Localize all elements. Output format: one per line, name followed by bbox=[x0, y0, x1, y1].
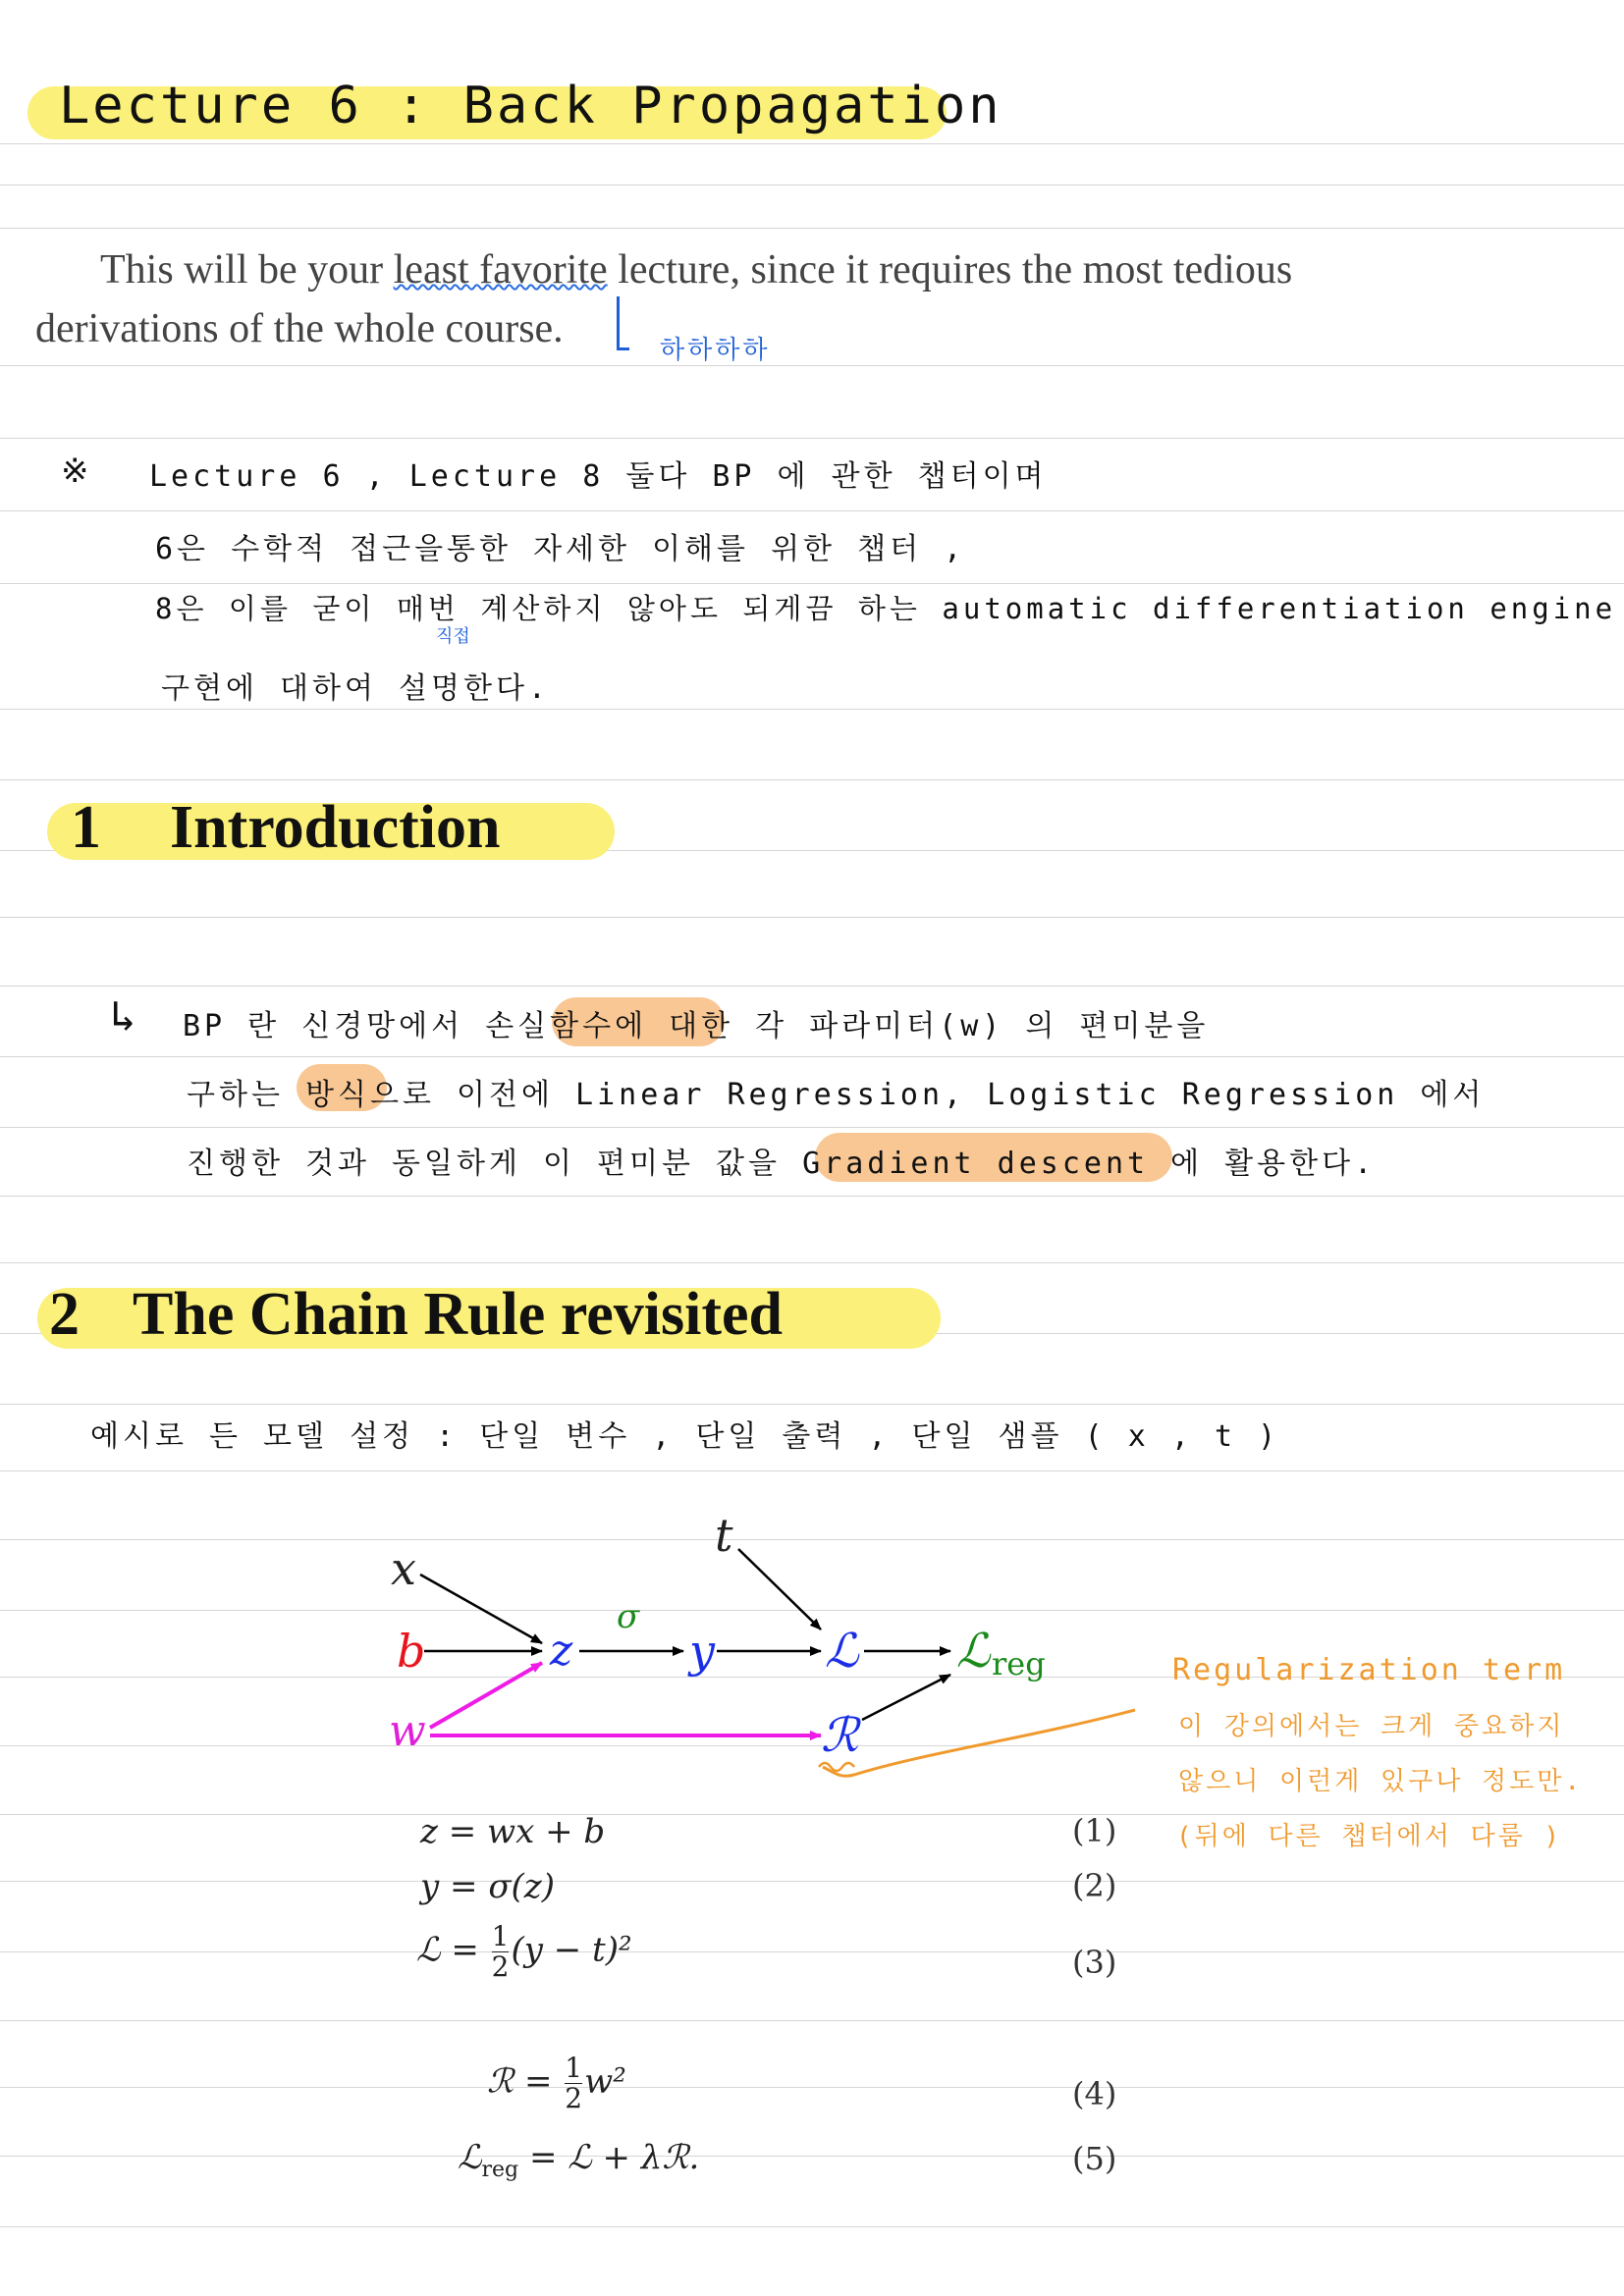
node-L: ℒ bbox=[825, 1624, 859, 1679]
eq2-rhs: = σ(z) bbox=[450, 1867, 555, 1906]
edge-x-z bbox=[420, 1575, 542, 1643]
reg-note-line-1: Regularization term bbox=[1172, 1653, 1566, 1687]
eq5-lhs: ℒ bbox=[458, 2138, 482, 2177]
node-R: ℛ bbox=[821, 1708, 859, 1763]
eq5-number: (5) bbox=[1072, 2140, 1117, 2177]
eq3-rhs: (y − t)² bbox=[511, 1930, 632, 1970]
note-line-4: 구현에 대하여 설명한다. bbox=[161, 671, 550, 706]
edge-w-z bbox=[430, 1663, 542, 1728]
equation-5 bbox=[458, 2138, 699, 2182]
intro-line-2a: 구하는 bbox=[187, 1078, 306, 1112]
node-Lreg-sub: reg bbox=[992, 1645, 1046, 1682]
reg-note-line-2: 이 강의에서는 크게 중요하지 bbox=[1178, 1712, 1565, 1741]
edge-t-L bbox=[738, 1549, 821, 1629]
eq3-fraction bbox=[492, 1922, 510, 1982]
page-title: Lecture 6 : Back Propagation bbox=[59, 77, 1002, 135]
eq4-fraction bbox=[565, 2054, 582, 2113]
edge-R-Lreg bbox=[862, 1675, 950, 1720]
equation-2 bbox=[420, 1867, 555, 1906]
intro-line-2b: 으로 이전에 Linear Regression, Logistic Regression 에서 bbox=[369, 1078, 1486, 1112]
eq3-frac-den: 2 bbox=[491, 1950, 510, 1983]
equation-4 bbox=[487, 2054, 626, 2113]
eq1-lhs: z bbox=[420, 1812, 438, 1851]
eq4-frac-num: 1 bbox=[565, 2052, 583, 2084]
eq1-rhs: = wx + b bbox=[448, 1812, 606, 1851]
intro-term-method: 방식 bbox=[305, 1078, 370, 1112]
section2-number: 2 bbox=[49, 1281, 80, 1348]
intro-line-3a: 진행한 것과 동일하게 이 편미분 값을 bbox=[187, 1147, 803, 1181]
equation-1 bbox=[420, 1812, 605, 1851]
eq2-lhs: y bbox=[420, 1867, 440, 1906]
intro-arrow: ↳ bbox=[110, 991, 140, 1041]
quote-annotation: 하하하하 bbox=[660, 336, 771, 365]
eq3-eq: = bbox=[451, 1930, 479, 1970]
node-t: t bbox=[715, 1509, 733, 1562]
eq2-number: (2) bbox=[1072, 1867, 1117, 1904]
quote-text-before: This will be your bbox=[100, 247, 394, 293]
reg-note-line-3: 않으니 이런게 있구나 정도만. bbox=[1178, 1767, 1584, 1796]
intro-line-3b: 에 활용한다. bbox=[1149, 1147, 1377, 1181]
node-Lreg: ℒ bbox=[956, 1624, 991, 1679]
eq5-rhs: = ℒ + λℛ. bbox=[528, 2138, 700, 2177]
eq4-frac-den: 2 bbox=[565, 2082, 583, 2114]
note-leader-line bbox=[823, 1710, 1135, 1776]
node-z: z bbox=[550, 1626, 573, 1676]
intro-line-1b: 에 대한 각 파라미터(w) 의 편미분을 bbox=[615, 1009, 1210, 1043]
eq5-lhs-sub: reg bbox=[481, 2157, 519, 2182]
section2-title: The Chain Rule revisited bbox=[133, 1281, 783, 1348]
eq3-lhs: ℒ bbox=[416, 1930, 441, 1970]
section1-number: 1 bbox=[71, 794, 101, 861]
note-line-1: Lecture 6 , Lecture 8 둘다 BP 에 관한 챕터이며 bbox=[149, 459, 1048, 494]
note-symbol: ※ bbox=[61, 452, 93, 491]
node-b: b bbox=[397, 1625, 426, 1678]
eq4-number: (4) bbox=[1072, 2075, 1117, 2112]
eq4-lhs: ℛ bbox=[487, 2061, 514, 2102]
node-x: x bbox=[391, 1542, 416, 1595]
note-insert-mark: 직접 bbox=[436, 626, 470, 647]
quote-underlined: least favorite bbox=[393, 247, 608, 293]
quote-text-after: lecture, since it requires the most tedious derivations of the whole course. bbox=[35, 247, 1293, 351]
intro-term-gradient: Gradient descent bbox=[802, 1147, 1150, 1181]
node-w: w bbox=[389, 1706, 426, 1756]
equation-3 bbox=[416, 1922, 632, 1982]
reg-note-line-4: (뒤에 다른 챕터에서 다룸 ) bbox=[1176, 1822, 1563, 1851]
eq1-number: (1) bbox=[1072, 1812, 1117, 1849]
eq4-rhs: w² bbox=[584, 2061, 626, 2102]
node-y: y bbox=[689, 1625, 715, 1678]
eq3-frac-num: 1 bbox=[491, 1920, 510, 1952]
intro-term-loss: 손실함수 bbox=[485, 1009, 616, 1043]
note-line-2: 6은 수학적 접근을통한 자세한 이해를 위한 챕터 , bbox=[155, 532, 966, 566]
section1-title: Introduction bbox=[170, 794, 501, 861]
model-setup-line: 예시로 든 모델 설정 : 단일 변수 , 단일 출력 , 단일 샘플 ( x , t ) bbox=[90, 1419, 1280, 1454]
intro-line-1a: BP 란 신경망에서 bbox=[183, 1009, 486, 1043]
note-line-3: 8은 이를 굳이 매번 계산하지 않아도 되게끔 하는 automatic differentiation engine bbox=[155, 592, 1617, 625]
eq4-eq: = bbox=[523, 2061, 553, 2102]
node-sigma: σ bbox=[617, 1597, 640, 1636]
eq3-number: (3) bbox=[1072, 1944, 1117, 1981]
